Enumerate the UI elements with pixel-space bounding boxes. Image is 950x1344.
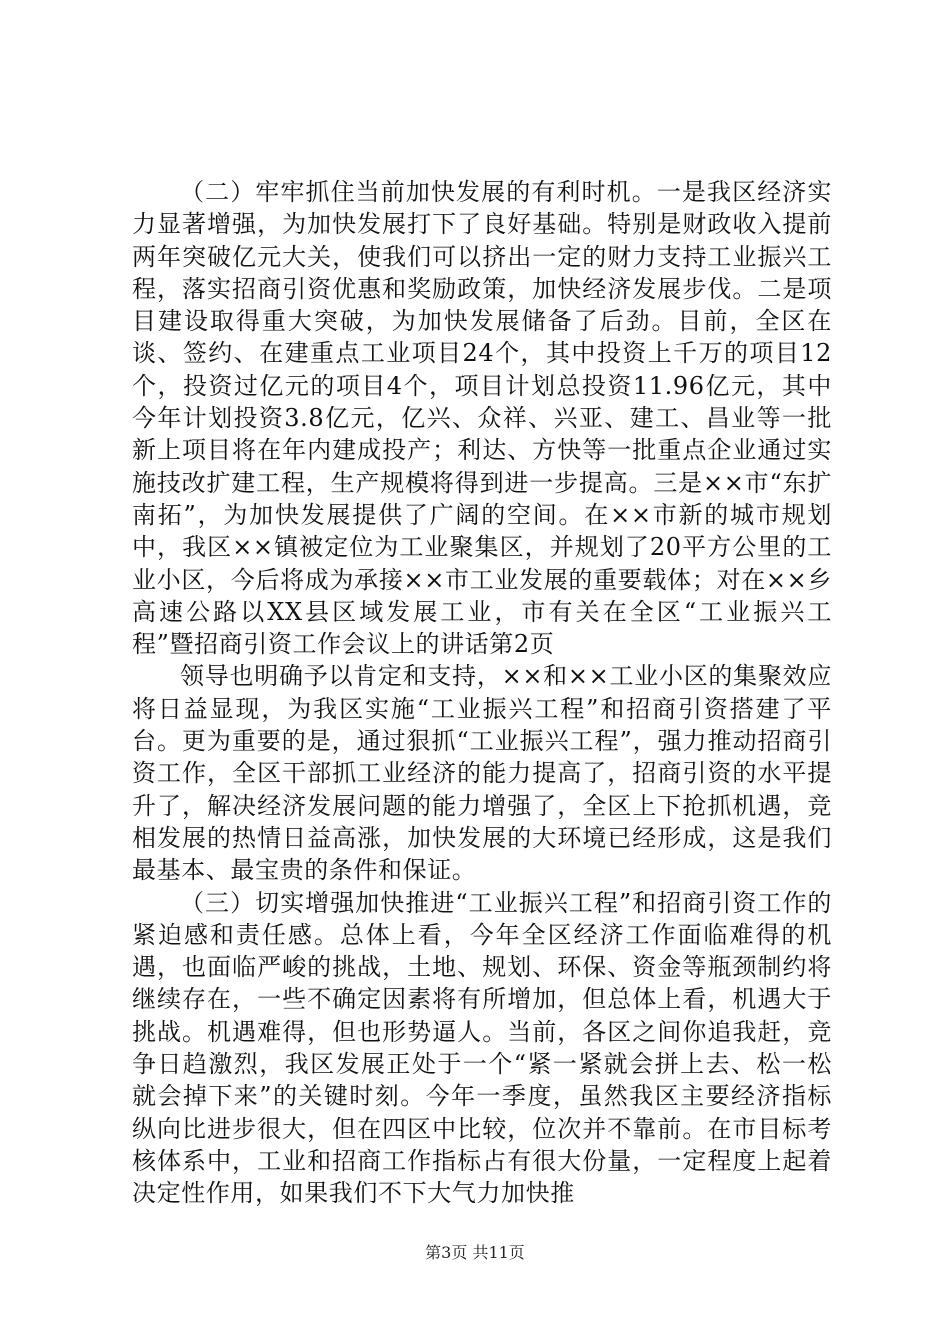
paragraph-leadership-support: 领导也明确予以肯定和支持，××和××工业小区的集聚效应将日益显现，为我区实施“工业振兴工程”和招商引资搭建了平台。更为重要的是，通过狠抓“工业振兴工程”，强力推动招商引资工作，全区干部抓工业经济的能力提高了，招商引资的水平提升了，解决经济发展问题的能力增强了，全区上下抢抓机遇，竞相发展的热情日益高涨，加快发展的大环境已经形成，这是我们最基本、最宝贵的条件和保证。 [132,662,832,885]
page-footer: 第3页 共11页 [425,1243,525,1262]
document-body [132,176,832,1210]
paragraph-urgency: （三）切实增强加快推进“工业振兴工程”和招商引资工作的紧迫感和责任感。总体上看，今年全区经济工作面临难得的机遇，也面临严峻的挑战，土地、规划、环保、资金等瓶颈制约将继续存在，一些不确定因素将有所增加，但总体上看，机遇大于挑战。机遇难得，但也形势逼人。当前，各区之间你追我赶，竞争日趋激烈，我区发展正处于一个“紧一紧就会拼上去、松一松就会掉下来”的关键时刻。今年一季度，虽然我区主要经济指标纵向比进步很大，但在四区中比较，位次并不靠前。在市目标考核体系中，工业和招商工作指标占有很大份量，一定程度上起着决定性作用，如果我们不下大气力加快推 [132,888,832,1208]
paragraph-opportunity: （二）牢牢抓住当前加快发展的有利时机。一是我区经济实力显著增强，为加快发展打下了良好基础。特别是财政收入提前两年突破亿元大关，使我们可以挤出一定的财力支持工业振兴工程，落实招商引资优惠和奖励政策，加快经济发展步伐。二是项目建设取得重大突破，为加快发展储备了后劲。目前，全区在谈、签约、在建重点工业项目24个，其中投资上千万的项目12个，投资过亿元的项目4个，项目计划总投资11.96亿元，其中今年计划投资3.8亿元，亿兴、众祥、兴亚、建工、昌业等一批新上项目将在年内建成投产；利达、方快等一批重点企业通过实施技改扩建工程，生产规模将得到进一步提高。三是××市“东扩南拓”，为加快发展提供了广阔的空间。在××市新的城市规划中，我区××镇被定位为工业聚集区，并规划了20平方公里的工业小区，今后将成为承接××市工业发展的重要载体；对在××乡高速公路以XX县区域发展工业，市有关在全区“工业振兴工程”暨招商引资工作会议上的讲话第2页 [132,178,832,659]
